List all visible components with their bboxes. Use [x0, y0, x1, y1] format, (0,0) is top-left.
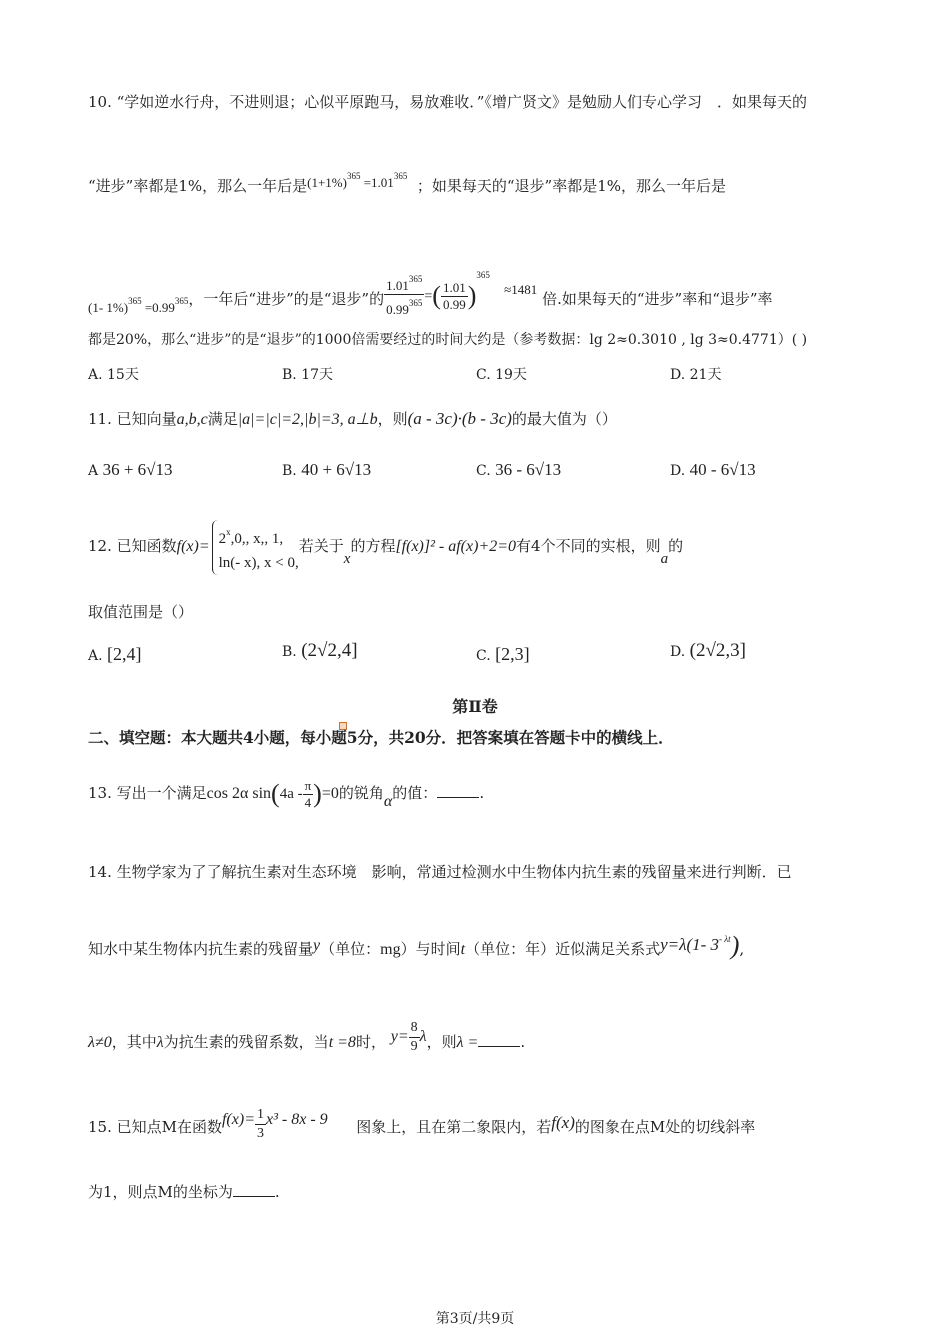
q11-option-d: D. 40 - 6√13: [670, 460, 756, 479]
q14-line3: λ≠0，其中λ为抗生素的残留系数，当t =8时， y= $\frac{8}{9}$ λ，则λ = .: [88, 1019, 526, 1054]
q14-line1: 14. 生物学家为了了解抗生素对生态环境 影响，常通过检测水中生物体内抗生素的残留量来进行判断．已: [88, 863, 792, 881]
q10-option-a: A. 15天: [88, 367, 139, 383]
q10-option-d: D. 21天: [670, 367, 722, 383]
q12-option-b: B. (2√2,4]: [282, 640, 358, 661]
q12-option-d: D. (2√2,3]: [670, 640, 746, 661]
q15-line2: 为1，则点M的坐标为 .: [88, 1183, 280, 1201]
q10-option-c: C. 19天: [476, 367, 527, 383]
q11-option-a: A 36 + 6√13: [88, 460, 173, 479]
q11-option-c: C. 36 - 6√13: [476, 460, 562, 479]
page-footer: 第3页/共9页: [435, 1311, 515, 1327]
q10-option-b: B. 17天: [282, 367, 334, 383]
q15-line1: 15. 已知点M在函数f(x)= $\frac{1}{3}$ x³ - 8x - 9 图象上，且在第二象限内，若f(x)的图象在点M处的切线斜率: [88, 1106, 756, 1141]
q10-line4: 都是20%，那么“进步”的是“退步”的1000倍需要经过的时间大约是（参考数据：lg 2≈0.3010 , lg 3≈0.4771）( ): [88, 332, 808, 348]
q10-line1: 10. “学如逆水行舟，不进则退；心似平原跑马，易放难收．”《增广贤文》是勉励人们专心学习 ．如果每天的: [88, 93, 807, 111]
q12-option-c: C. [2,3]: [476, 644, 530, 664]
q11-option-b: B. 40 + 6√13: [282, 460, 372, 479]
q12-stem: 12. 已知函数f(x)= 2$^x$,0,, x,, 1, ln(- x), x < 0, 若关于x的方程[f(x)]² - af(x)+2=0有4个不同的实根，则a的: [88, 518, 683, 574]
q10-line2: “进步”率都是1%，那么一年后是$(1+1\%)^{365} =1.01^{365}$ ；如果每天的“退步”率都是1%，那么一年后是: [88, 171, 726, 195]
section-title: 第Ⅱ卷: [452, 697, 498, 716]
q12-stem-continued: 取值范围是（）: [88, 603, 194, 621]
q14-line2: 知水中某生物体内抗生素的残留量y（单位：mg）与时间t（单位：年）近似满足关系式y=λ(1- $3^{- \lambda t}$),: [88, 931, 745, 961]
q10-line3: (1- $1\%)^{365} =0.99^{365}$，一年后“进步”的是“退步”的 $\frac{1.01^{365}}{0.99^{365}}$ =( $\frac{1.01}{0.99}$ )$^{365}$ ≈1481 倍.如果每天的“进步”率和“退步”率: [88, 270, 773, 317]
q11-stem: 11. 已知向量a,b,c满足|a|=|c|=2,|b|=3, a⊥b，则(a - 3c)·(b - 3c)的最大值为（）: [88, 409, 617, 428]
q13-stem: 13. 写出一个满足cos 2α sin(4a - $\frac{\pi}{4}$ )=0的锐角α的值： .: [88, 777, 485, 810]
section-heading: 二、填空题：本大题共4小题，每小题5分，共20分．把答案填在答题卡中的横线上．: [88, 728, 674, 747]
q12-option-a: A. [2,4]: [88, 644, 142, 664]
